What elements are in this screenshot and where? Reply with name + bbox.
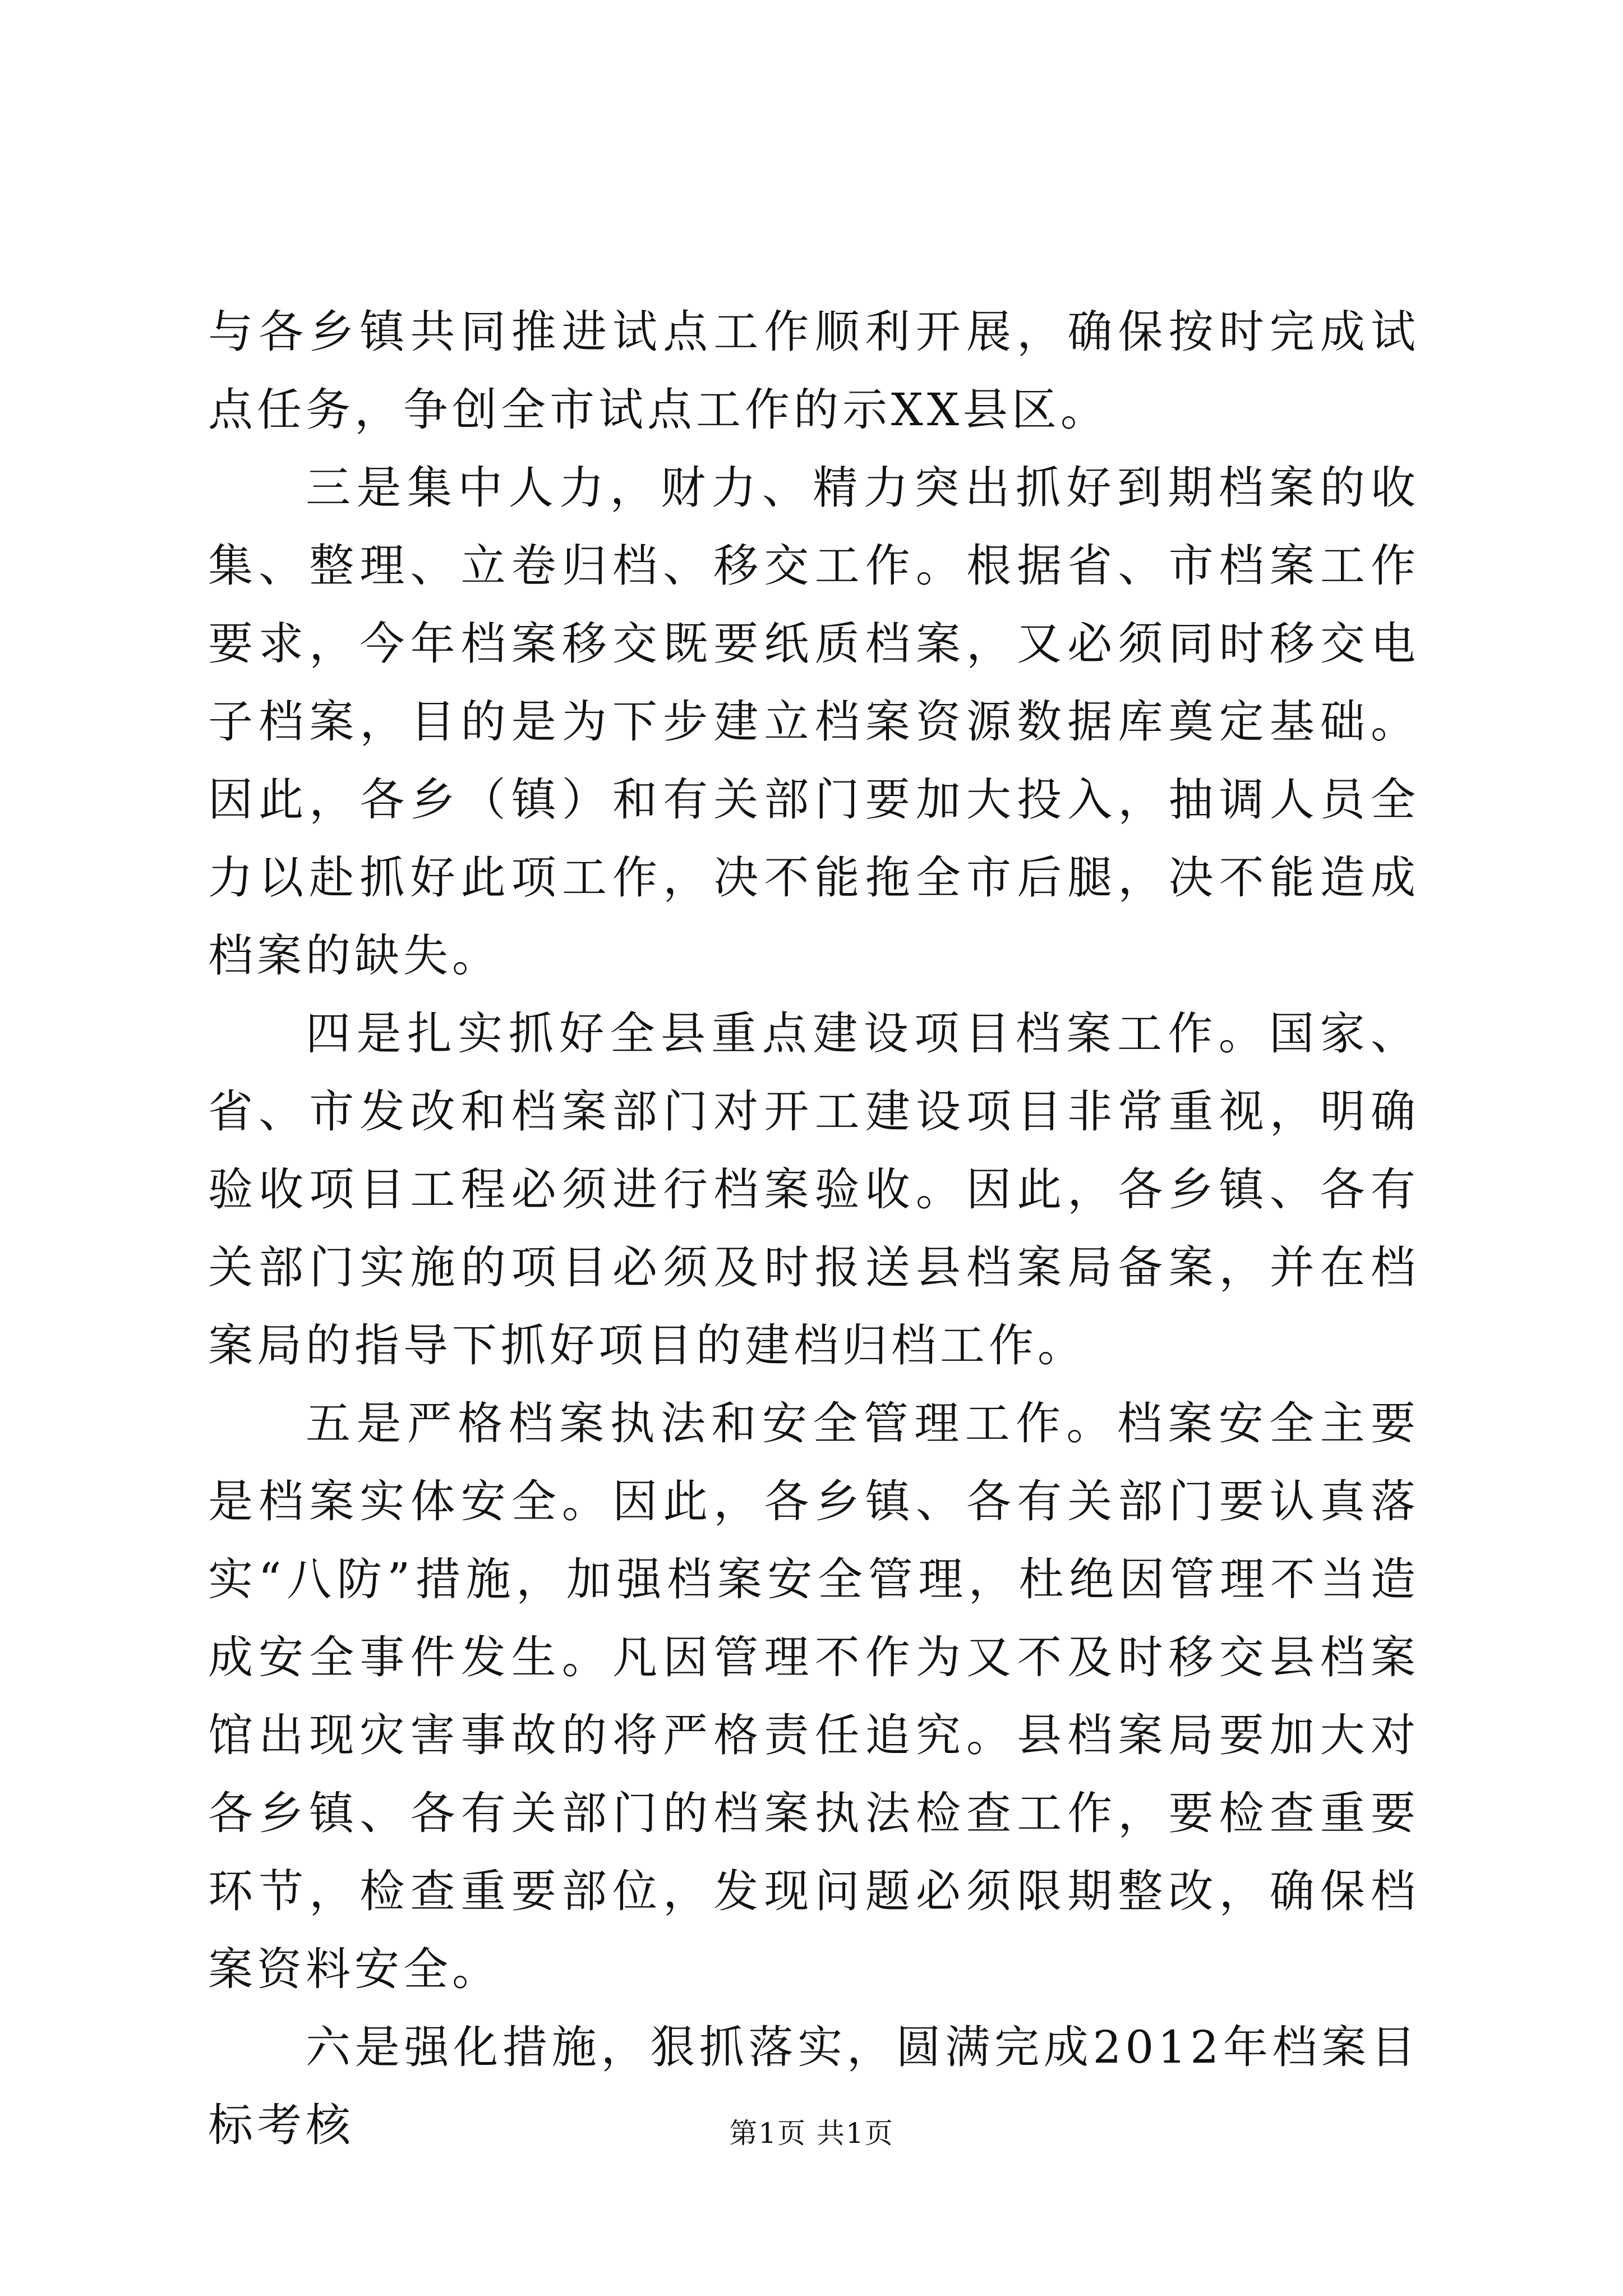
paragraph-point-five: 五是严格档案执法和安全管理工作。档案安全主要是档案实体安全。因此，各乡镇、各有关部门要认真落实“八防”措施，加强档案安全管理，杜绝因管理不当造成安全事件发生。凡因管理不作为又不及时移交县档案馆出现灾害事故的将严格责任追究。县档案局要加大对各乡镇、各有关部门的档案执法检查工作，要检查重要环节，检查重要部位，发现问题必须限期整改，确保档案资料安全。 xyxy=(208,1397,1419,1995)
paragraph-point-three: 三是集中人力，财力、精力突出抓好到期档案的收集、整理、立卷归档、移交工作。根据省、市档案工作要求，今年档案移交既要纸质档案，又必须同时移交电子档案，目的是为下步建立档案资源数据库奠定基础。因此，各乡（镇）和有关部门要加大投入，抽调人员全力以赴抓好此项工作，决不能拖全市后腿，决不能造成档案的缺失。 xyxy=(208,462,1419,982)
paragraph-point-six: 六是强化措施，狠抓落实，圆满完成2012年档案目标考核 xyxy=(208,2021,1419,2151)
document-body xyxy=(208,293,1419,2164)
paragraph-continuation: 与各乡镇共同推进试点工作顺利开展，确保按时完成试点任务，争创全市试点工作的示XX县区。 xyxy=(208,306,1419,436)
page-footer: 第1页 共1页 xyxy=(729,2117,894,2150)
paragraph-point-four: 四是扎实抓好全县重点建设项目档案工作。国家、省、市发改和档案部门对开工建设项目非常重视，明确验收项目工程必须进行档案验收。因此，各乡镇、各有关部门实施的项目必须及时报送县档案局备案，并在档案局的指导下抓好项目的建档归档工作。 xyxy=(208,1007,1419,1372)
